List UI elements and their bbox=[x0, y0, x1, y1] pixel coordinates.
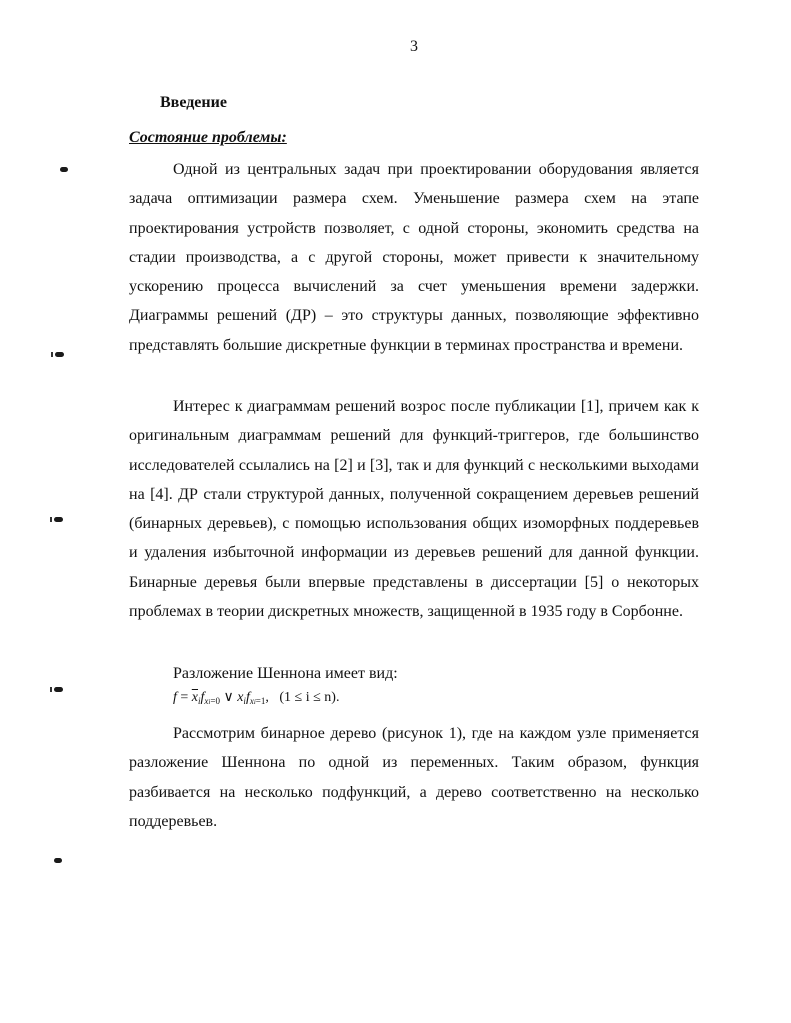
binding-hole-mark bbox=[54, 687, 63, 692]
scan-tick-mark bbox=[50, 517, 52, 522]
paragraph-3: Разложение Шеннона имеет вид: bbox=[173, 665, 398, 682]
section-heading: Введение bbox=[160, 94, 227, 111]
binding-hole-mark bbox=[55, 352, 64, 357]
paragraph-1: Одной из центральных задач при проектировании оборудования является задача оптимизации размера схем. Уменьшение размера схем на этапе проектирования устройств позволяет, с одной стороны, экономить средства на стадии производства, а с другой стороны, может привести к значительному ускорению процесса вычислений за счет уменьшения времени задержки. Диаграммы решений (ДР) – это структуры данных, позволяющие эффективно представлять большие дискретные функции в терминах пространства и времени. bbox=[129, 161, 699, 354]
shannon-formula: $f = \overline{x}_if_{xi=0}$ ∨ $x_if_{xi=1}$, (1 ≤ i ≤ n). bbox=[173, 690, 340, 706]
scan-tick-mark bbox=[50, 687, 52, 692]
page-number: 3 bbox=[410, 38, 418, 55]
binding-hole-mark bbox=[60, 167, 68, 172]
binding-hole-mark bbox=[54, 858, 62, 863]
paragraph-2: Интерес к диаграммам решений возрос после публикации [1], причем как к оригинальным диаграммам решений для функций-триггеров, где большинство исследователей ссылались на [2] и [3], так и для функций с несколькими выходами на [4]. ДР стали структурой данных, полученной сокращением деревьев решений (бинарных деревьев), с помощью использования общих изоморфных поддеревьев и удаления избыточной информации из деревьев решений для данной функции. Бинарные деревья были впервые представлены в диссертации [5] о некоторых проблемах в теории дискретных множеств, защищенной в 1935 году в Сорбонне. bbox=[129, 398, 699, 621]
scan-tick-mark bbox=[51, 352, 53, 357]
subsection-heading: Состояние проблемы: bbox=[129, 129, 287, 146]
paragraph-4: Рассмотрим бинарное дерево (рисунок 1), где на каждом узле применяется разложение Шеннона по одной из переменных. Таким образом, функция разбивается на несколько подфункций, а дерево соответственно на несколько поддеревьев. bbox=[129, 725, 699, 830]
binding-hole-mark bbox=[54, 517, 63, 522]
